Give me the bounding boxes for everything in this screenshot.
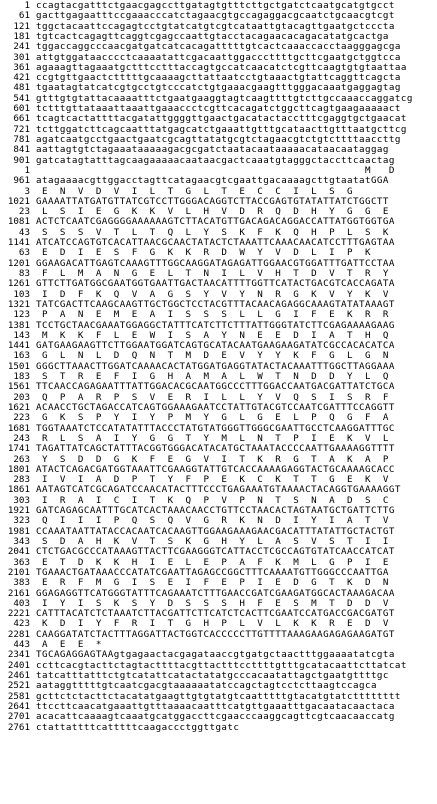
position-number: 2221 xyxy=(7,608,30,620)
nucleotide-bases: aataggtttttgtcaatcgacgtaaaaaatatccagctagtcctcttaagtccagca xyxy=(36,680,377,692)
position-number: 403 xyxy=(13,597,30,609)
position-number: 223 xyxy=(13,412,30,424)
position-number: 841 xyxy=(13,144,30,156)
amino-acid-residues: Y S D D G K F E G V I T K R G T A K A P xyxy=(36,453,389,465)
position-number: 661 xyxy=(13,113,30,125)
amino-acid-residues: E R F M G I S E I F E P I E D G T K D N xyxy=(36,577,389,589)
position-number: 61 xyxy=(18,10,30,22)
position-number: 241 xyxy=(13,41,30,53)
amino-acid-residues: K D I Y F R I T G H P L V L K K R E D V xyxy=(36,618,389,630)
position-number: 163 xyxy=(13,350,30,362)
position-number: 1681 xyxy=(7,422,30,434)
nucleotide-bases: TAGATTATCAGCTATTTACGGTGGGACATACATGCTAAATACCCCAATTGAAAAGGTTTT xyxy=(36,443,395,455)
position-number: 1201 xyxy=(7,257,30,269)
position-number: 2161 xyxy=(7,587,30,599)
position-number: 63 xyxy=(18,247,30,259)
position-number: 1921 xyxy=(7,505,30,517)
position-number: 203 xyxy=(13,391,30,403)
amino-acid-residues: M K K F L E W I S A Y N E E D I A T H Q xyxy=(36,329,389,341)
position-number: 283 xyxy=(13,474,30,486)
nucleotide-bases: tggctacaattccagagtcctgtatcatgtcgtcataattgtacagttgaatgctcccta xyxy=(36,20,395,32)
nucleotide-bases: TCCTGCTAACGAAATGGAGGCTATTTCATCTTCTTTATTGGGTATCTTCGAGAAAAGAAG xyxy=(36,319,395,331)
position-number: 103 xyxy=(13,288,30,300)
amino-acid-residues: E D I E S F G K K R D W Y V D L I P K xyxy=(36,247,371,259)
amino-acid-residues: F L M A N G E L T N I L V H T D V T R Y xyxy=(36,268,389,279)
position-number: 1261 xyxy=(7,278,30,290)
amino-acid-residues: S D A H K V T S K G H Y L A S V S T I I xyxy=(36,536,389,547)
position-number: 361 xyxy=(13,61,30,73)
nucleotide-bases: tcagtcactattttacgatattggggttgaactgacatactacctttcgaggtgctgaacat xyxy=(36,113,407,125)
nucleotide-bases: gacttgagaatttccgaaacccatctagaacgtgccagaggacgcaatctgcaacgtcgt xyxy=(36,10,395,22)
nucleotide-bases: TTCAACCAGAGAATTTATTGGACACGCAATGGCCCTTTGGACCAATGACGATTATCTGCA xyxy=(36,381,395,393)
position-number: 2641 xyxy=(7,700,30,712)
position-number: 43 xyxy=(18,226,30,238)
amino-acid-residues: I R A I C I T K Q P V P N T S N A D S C xyxy=(36,494,389,506)
nucleotide-bases: GATCAGAGCAATTTGCATCACTAAACAACCTGTTCCTAACACTAGTAATGCTGATTCTTG xyxy=(36,505,395,517)
position-number: 1981 xyxy=(7,525,30,537)
position-number: 901 xyxy=(13,154,30,166)
amino-acid-residues: Q I I I P Q S Q V G R K N D I Y I A T V xyxy=(36,515,389,527)
nucleotide-bases: ccagtacgatttctgaacgagccttgatagtgtttcttgctgatctcaatgcatgtgcct xyxy=(36,0,395,11)
position-number: 1621 xyxy=(7,402,30,413)
position-number: 2581 xyxy=(7,690,30,702)
nucleotide-bases: GATGAAGAAGTTCTTGGAATGGATCAGTGCATACAATGAAGAAGATATCGCCACACATCA xyxy=(36,340,395,352)
nucleotide-bases: agatcaatgcctgaactgaatcgcagttatatgcgtctagaacgtctgtcttttaaccttg xyxy=(36,134,401,145)
position-number: 243 xyxy=(13,432,30,444)
position-number: 23 xyxy=(18,206,30,218)
position-number: 1501 xyxy=(7,360,30,372)
position-number: 1081 xyxy=(7,216,30,228)
nucleotide-bases: agaaagttagaaatgctttcctttaccagtgccatcaacatctcgttcaagtgtgtaattaa xyxy=(36,61,407,73)
position-number: 301 xyxy=(13,51,30,63)
position-number: 2461 xyxy=(7,670,30,681)
nucleotide-bases: gcttctctacttctacatatgaagttgtgtatgtcaatttttgtacatgtatctttttttt xyxy=(36,690,401,702)
position-number: 1321 xyxy=(7,298,30,310)
amino-acid-residues: I V I A D P T Y F P E K C K T T G E K V xyxy=(36,474,389,486)
position-number: 303 xyxy=(13,494,30,506)
nucleotide-bases: GGAAGACATTGAGTCAAAGTTTGGCAAGGATAGAGATTGGAACGTGGATTTGATTCCTAA xyxy=(36,257,395,269)
nucleotide-bases: ACAACCTGCTAGACCATCAGTGGAAAGAATCCTATTGTACGTCCAATCGATTTCCAGGTT xyxy=(36,402,395,413)
nucleotide-bases: attgtggataacccctcaaaatattcgacaattggacccttttgcttcgaatgctggtcca xyxy=(36,51,401,63)
position-number: 2281 xyxy=(7,628,30,640)
amino-acid-residues: E T D K K H I E L E P A F K M L G P I E xyxy=(36,556,389,568)
nucleotide-bases: tgtcactcagagttcaggtcgagccaattgtacctacagaacacagacatatgcactga xyxy=(36,30,389,42)
amino-acid-residues: L S I E G K K V L H V D R Q D H Y G G E xyxy=(36,206,389,218)
nucleotide-bases: atagaaaacgttggacctagttcatagaacgtcgaattgacaaaagcttgtaatatGGA xyxy=(36,175,389,187)
position-number: 121 xyxy=(13,20,30,32)
position-number: 481 xyxy=(13,82,30,94)
nucleotide-bases: ATACTCAGACGATGGTAAATTCGAAGGTATTGTCACCAAAAGAGGTACTGCAAAAGCACC xyxy=(36,463,395,475)
nucleotide-bases: TGAAACTGATAAACCCATATCGAATTAGAGCCGGCTTTCAAAATGTTGGGCCCAATTGA xyxy=(36,566,389,578)
nucleotide-sequence-line xyxy=(0,722,437,733)
nucleotide-bases: aattagtgtctagaaataaaaagacgcgatctaatacaataaaaacataacaataggag xyxy=(36,144,389,156)
amino-acid-residues: I D F K Q V A G S Y V Y N R G K V Y K V xyxy=(36,288,389,300)
position-number: 781 xyxy=(13,134,30,145)
position-number: 83 xyxy=(18,268,30,279)
position-number: 1 xyxy=(24,0,30,11)
position-number: 1441 xyxy=(7,340,30,352)
position-number: 1 xyxy=(24,164,30,176)
amino-acid-residues: I Y I S K S Y D S S S H F E S M T D D V xyxy=(36,597,389,609)
amino-acid-residues: G L N L D Q N T M D E V Y Y K F G L G N xyxy=(36,350,389,362)
position-number: 1381 xyxy=(7,319,30,331)
position-number: 1561 xyxy=(7,381,30,393)
nucleotide-bases: ccttcacgtacttctagtacttttacgttactttccttttgtttgcatacaattcttatcat xyxy=(36,659,407,671)
nucleotide-bases: gatcatagtatttagcaagaaaaacaataacgactcaaatgtagggctaccttcaactag xyxy=(36,154,395,166)
amino-acid-residues: P A N E M E A I S S S L L G I F E K R R xyxy=(36,309,389,321)
nucleotide-bases: TGGTAAATCTCCATATATTTACCCTATGTATGGGTTGGGCGAATTGCCTCAAGGATTTGC xyxy=(36,422,395,434)
amino-acid-residues: S T R E F I G H A M A L W T N D D Y L Q xyxy=(36,371,389,383)
position-number: 183 xyxy=(13,371,30,383)
nucleotide-bases: gtttgtgtattacaaaatttctgaatgaaggtagtcaagttttgtcttgccaaaccaggatcg xyxy=(36,92,413,104)
position-number: 263 xyxy=(13,453,30,465)
position-number: 721 xyxy=(13,123,30,135)
position-number: 961 xyxy=(13,175,30,187)
nucleotide-bases: TGCAGAGGAGTAAgtgagaactacgagataaccgtgatgctaactttggaaaatatcgta xyxy=(36,649,395,661)
nucleotide-bases: CCAAATAATTATACCACAATCACAAGTTGGAAGAAAGAACGACATTTATATTGCTACTGT xyxy=(36,525,395,537)
position-number: 443 xyxy=(13,639,30,651)
position-number: 2401 xyxy=(7,659,30,671)
nucleotide-bases: tggaccaggcccaacgatgatcatcacagatttttgtcactcaaaccacctaagggagcga xyxy=(36,41,401,53)
position-number: 2761 xyxy=(7,721,30,733)
position-number: 1021 xyxy=(7,195,30,207)
position-number: 2521 xyxy=(7,680,30,692)
nucleotide-bases: ACTCTCAATCGAGGGGAAAAAAGTCTTACATGTTGACAGACAGGACCATTATGGTGGTGA xyxy=(36,216,395,228)
position-number: 383 xyxy=(13,577,30,589)
amino-acid-residues: Q P A R P S V E R I L L Y V Q S I S R F xyxy=(36,391,389,403)
amino-acid-residues: E N V D V I L T G L T E C C I L S G xyxy=(36,185,354,197)
position-number: 1141 xyxy=(7,237,30,249)
nucleotide-bases: CTCTGACGCCCATAAAGTTACTTCGAAGGGTCATTACCTCGCCAGTGTATCAACCATCAT xyxy=(36,546,395,558)
position-number: 143 xyxy=(13,329,30,341)
position-number: 2041 xyxy=(7,546,30,558)
nucleotide-bases: GGAGAGGTTCATGGGTATTTCAGAAATCTTTGAACCGATCGAAGATGGCACTAAAGACAA xyxy=(36,587,395,599)
amino-acid-residues: G K S P Y I Y P M Y G L G E L P Q G F A xyxy=(36,412,389,424)
nucleotide-bases: GAAAATTATGATGTTATCGTCCTTGGGACAGGTCTTACCGAGTGTATATTATCTGGCTT xyxy=(36,195,389,207)
position-number: 3 xyxy=(24,185,30,197)
nucleotide-bases: acacattcaaaagtcaaatgcatggaccttcgaacccaaggcagttcgtcaacaaccatg xyxy=(36,711,395,723)
nucleotide-bases: TATCGACTTCAAGCAAGTTGCTGGCTCCTACGTTTACAACAGAGGCAAAGTATATAAAGT xyxy=(36,298,395,310)
position-number: 1801 xyxy=(7,463,30,475)
amino-acid-residues: S S S V T L T Q L Y S K F K Q H P L S K xyxy=(36,226,389,238)
position-number: 363 xyxy=(13,556,30,568)
position-number: 1861 xyxy=(7,484,30,496)
position-number: 541 xyxy=(13,92,30,104)
nucleotide-bases: ttccttcaacatgaaattgtttaaaacaatttcatgttgaaatttgacaatacaactaca xyxy=(36,700,395,712)
nucleotide-bases: tcttggatcttcagcaatttatgagcatctgaaattgtttgcataacttgtttaatgcttcg xyxy=(36,123,407,135)
nucleotide-bases: tatcatttatttctgtcatattcatactatatgcccacaatattagctgaatgttttgc xyxy=(36,670,389,681)
nucleotide-bases: tctttgttataaattaaattgaaaccctcgttcacagatctggcttcagtgaagaaaaact xyxy=(36,103,401,115)
position-number: 423 xyxy=(13,618,30,630)
position-number: 343 xyxy=(13,536,30,547)
position-number: 181 xyxy=(13,30,30,42)
nucleotide-bases: GTTCTTGATGGCGAATGGTGAATTGACTAACATTTTGGTTCATACTGACGTCACCAGATA xyxy=(36,278,395,290)
nucleotide-bases: CATTTACATCTCTAAATCTTACGATTCTTCATCTCACTTCGAATCCATGACCGACGATGT xyxy=(36,608,395,620)
position-number: 601 xyxy=(13,103,30,115)
nucleotide-bases: AATAGTCATCGCAGATCCAACATACTTTCCCTGAGAAATGTAAAACTACAGGTGAAAAGGT xyxy=(36,484,401,496)
amino-acid-residues: A E E * xyxy=(36,639,102,651)
amino-acid-residues: R L S A I Y G G T Y M L N T P I E K V L xyxy=(36,432,389,444)
nucleotide-bases: CAAGGATATCTACTTTAGGATTACTGGTCACCCCCTTGTTTTAAAGAAGAGAGAAGATGT xyxy=(36,628,395,640)
position-number: 1741 xyxy=(7,443,30,455)
position-number: 421 xyxy=(13,72,30,84)
position-number: 2101 xyxy=(7,566,30,578)
nucleotide-bases: GGGCTTAAACTTGGATCAAAACACTATGGATGAGGTATACTACAAATTTGGCTTAGGAAA xyxy=(36,360,395,372)
position-number: 2701 xyxy=(7,711,30,723)
position-number: 123 xyxy=(13,309,30,321)
position-number: 323 xyxy=(13,515,30,527)
nucleotide-bases: ctattattttcatttttcaagaccctggttgatc xyxy=(36,721,240,733)
nucleotide-bases: tgaatagtatcatcgtgcctgtcccatctgtgaaacgaagtttgggacaaatgaggagtag xyxy=(36,82,401,94)
position-number: 2341 xyxy=(7,649,30,661)
amino-acid-residues: M D xyxy=(36,164,395,176)
nucleotide-bases: ccgtgttgaactctttttgcaaaagcttattaatcctgtaaactgtattcaggttcagcta xyxy=(36,72,401,84)
nucleotide-bases: ATCATCCAGTGTCACATTAACGCAACTATACTCTAAATTCAAACAACATCCTTTGAGTAA xyxy=(36,237,395,249)
